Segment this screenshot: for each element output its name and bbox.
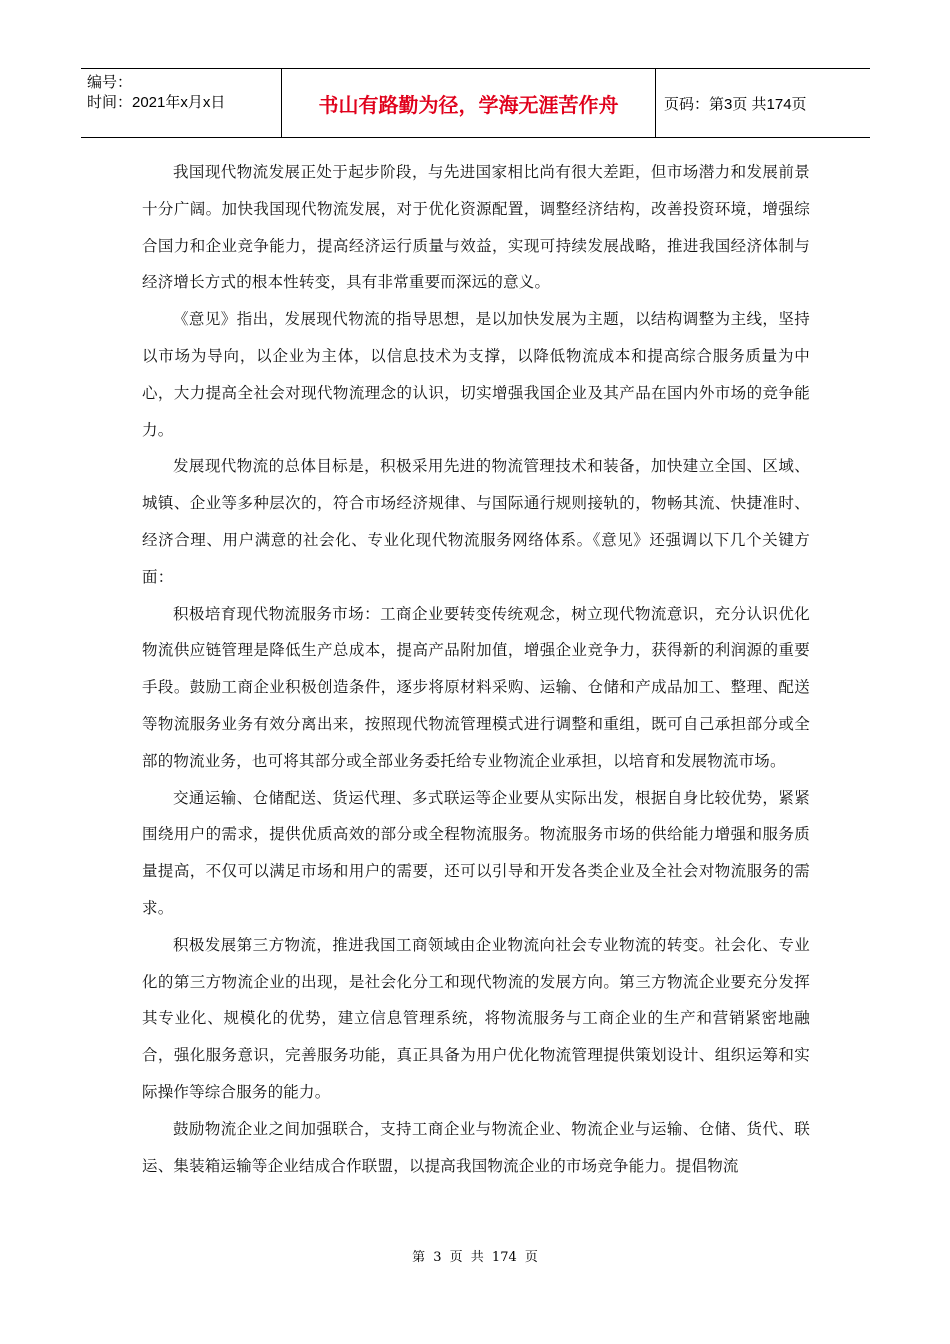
- paragraph: 鼓励物流企业之间加强联合，支持工商企业与物流企业、物流企业与运输、仓储、货代、联运、集装箱运输等企业结成合作联盟，以提高我国物流企业的市场竞争能力。提倡物流: [142, 1119, 810, 1175]
- date-label: 时间：2021年x月x日: [87, 94, 226, 111]
- paragraph: 积极发展第三方物流，推进我国工商领域由企业物流向社会专业物流的转变。社会化、专业化的第三方物流企业的出现，是社会化分工和现代物流的发展方向。第三方物流企业要充分发挥其专业化、规模化的优势，建立信息管理系统，将物流服务与工商企业的生产和营销紧密地融合，强化服务意识，完善服务功能，真正具备为用户优化物流管理提供策划设计、组织运筹和实际操作等综合服务的能力。: [142, 935, 810, 1101]
- doc-number-label: 编号：: [87, 74, 133, 91]
- header-motto: 书山有路勤为径，学海无涯苦作舟: [318, 92, 619, 117]
- paragraph: 《意见》指出，发展现代物流的指导思想，是以加快发展为主题，以结构调整为主线，坚持以市场为导向，以企业为主体，以信息技术为支撑，以降低物流成本和提高综合服务质量为中心，大力提高全社会对现代物流理念的认识，切实增强我国企业及其产品在国内外市场的竞争能力。: [142, 310, 810, 439]
- paragraph: 我国现代物流发展正处于起步阶段，与先进国家相比尚有很大差距，但市场潜力和发展前景十分广阔。加快我国现代物流发展，对于优化资源配置，调整经济结构，改善投资环境，增强综合国力和企业竞争能力，提高经济运行质量与效益，实现可持续发展战略，推进我国经济体制与经济增长方式的根本性转变，具有非常重要而深远的意义。: [142, 163, 810, 292]
- header-page-label: 页码：第3页 共174页: [664, 95, 807, 113]
- footer-page-number: 第 3 页 共 174 页: [412, 1250, 538, 1265]
- page-footer: [0, 1246, 950, 1265]
- paragraph: 积极培育现代物流服务市场：工商企业要转变传统观念，树立现代物流意识，充分认识优化物流供应链管理是降低生产总成本，提高产品附加值，增强企业竞争力，获得新的利润源的重要手段。鼓励工商企业积极创造条件，逐步将原材料采购、运输、仓储和产成品加工、整理、配送等物流服务业务有效分离出来，按照现代物流管理模式进行调整和重组，既可自己承担部分或全部的物流业务，也可将其部分或全部业务委托给专业物流企业承担，以培育和发展物流市场。: [142, 604, 810, 770]
- page-header: [81, 68, 870, 138]
- paragraph: 发展现代物流的总体目标是，积极采用先进的物流管理技术和装备，加快建立全国、区域、城镇、企业等多种层次的，符合市场经济规律、与国际通行规则接轨的，物畅其流、快捷准时、经济合理、用户满意的社会化、专业化现代物流服务网络体系。《意见》还强调以下几个关键方面：: [142, 457, 810, 586]
- header-page-cell: [656, 69, 870, 137]
- paragraph: 交通运输、仓储配送、货运代理、多式联运等企业要从实际出发，根据自身比较优势，紧紧围绕用户的需求，提供优质高效的部分或全程物流服务。物流服务市场的供给能力增强和服务质量提高，不仅可以满足市场和用户的需要，还可以引导和开发各类企业及全社会对物流服务的需求。: [142, 788, 810, 917]
- header-info-cell: [81, 69, 281, 137]
- document-body: [142, 154, 810, 1184]
- header-motto-cell: [281, 69, 656, 137]
